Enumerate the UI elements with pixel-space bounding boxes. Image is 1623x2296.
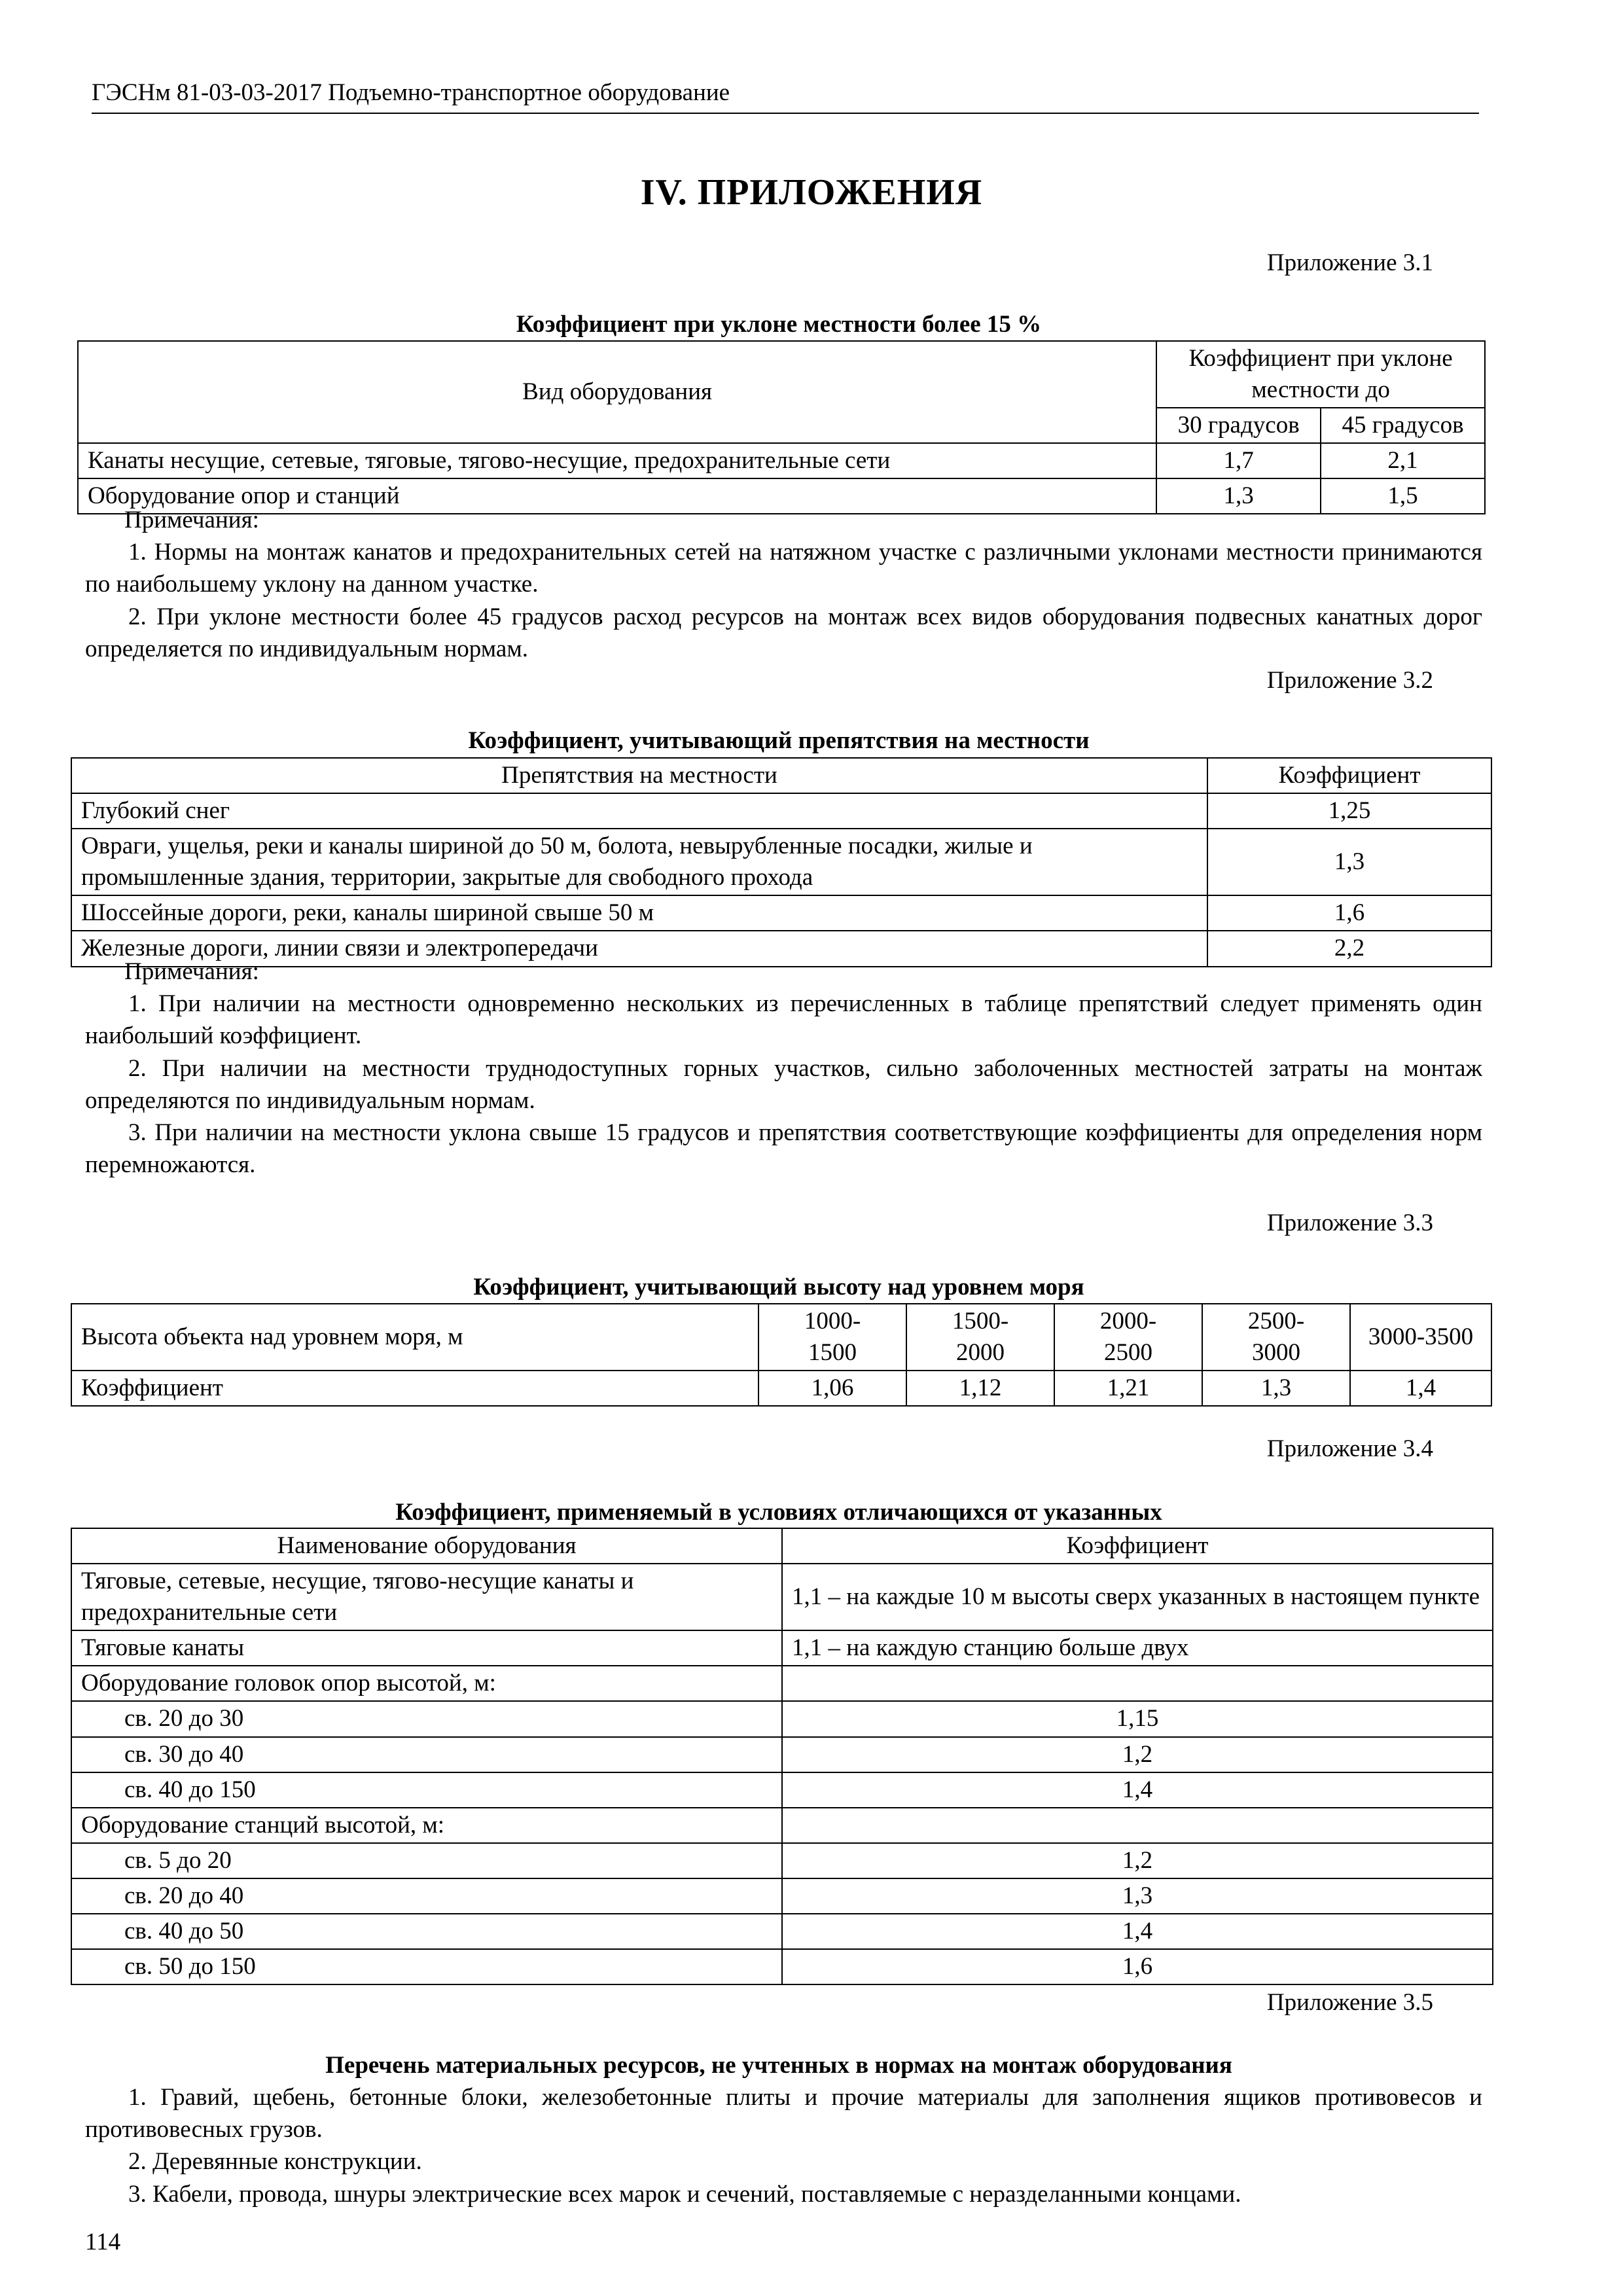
row-coefficient: 1,6 [1207, 895, 1491, 931]
row-coefficient: 1,3 [782, 1878, 1493, 1914]
header-equipment-name: Наименование оборудования [71, 1528, 782, 1564]
appendix-3-3-ref: Приложение 3.3 [1266, 1210, 1433, 1236]
table-row [71, 1772, 1493, 1808]
altitude-range: 2000- 2500 [1054, 1304, 1202, 1371]
note-item: 1. Нормы на монтаж канатов и предохранительных сетей на натяжном участке с различными уклонами местности принимаются по наибольшему уклону на данном участке. [85, 539, 1482, 598]
table-row [78, 443, 1485, 478]
header-30-degrees: 30 градусов [1156, 408, 1321, 443]
appendix-3-1-ref: Приложение 3.1 [1266, 249, 1433, 276]
altitude-label: Высота объекта над уровнем моря, м [71, 1304, 758, 1371]
appendix-3-1-notes [85, 504, 1482, 665]
other-conditions-coefficient-table [71, 1528, 1493, 1985]
list-item: 2. Деревянные конструкции. [128, 2148, 422, 2176]
running-header: ГЭСНм 81-03-03-2017 Подъемно-транспортное оборудование [92, 77, 1479, 114]
row-coefficient: 1,25 [1207, 793, 1491, 829]
appendix-3-2-notes [85, 956, 1482, 1181]
row-name: св. 40 до 150 [71, 1772, 782, 1808]
altitude-coefficient: 1,12 [906, 1371, 1054, 1406]
row-name: Оборудование головок опор высотой, м: [71, 1666, 782, 1701]
table-row [71, 1630, 1493, 1666]
row-name: Канаты несущие, сетевые, тяговые, тягово-несущие, предохранительные сети [78, 443, 1156, 478]
header-equipment-type: Вид оборудования [78, 341, 1156, 443]
notes-title: Примечания: [124, 507, 259, 533]
row-name: Овраги, ущелья, реки и каналы шириной до 50 м, болота, невырубленные посадки, жилые и промышленные здания, территории, закрытые для свободного прохода [71, 829, 1207, 895]
row-coefficient: 1,4 [782, 1914, 1493, 1949]
table-row [71, 1808, 1493, 1843]
section-title: IV. ПРИЛОЖЕНИЯ [640, 172, 983, 213]
table-row [71, 1737, 1493, 1772]
appendix-3-5-caption: Перечень материальных ресурсов, не учтенных в нормах на монтаж оборудования [325, 2052, 1232, 2079]
table-row [71, 1878, 1493, 1914]
row-name: Глубокий снег [71, 793, 1207, 829]
row-name: св. 5 до 20 [71, 1843, 782, 1878]
row-name: св. 20 до 30 [71, 1701, 782, 1736]
row-coefficient: 1,1 – на каждые 10 м высоты сверх указанных в настоящем пункте [782, 1564, 1493, 1630]
row-coefficient: 2,2 [1207, 931, 1491, 966]
header-slope-coefficient: Коэффициент при уклоне местности до [1156, 341, 1485, 408]
table-row [71, 793, 1491, 829]
table-row [71, 1371, 1491, 1406]
altitude-coefficient: 1,21 [1054, 1371, 1202, 1406]
row-coefficient: 1,2 [782, 1737, 1493, 1772]
row-coefficient: 1,4 [782, 1772, 1493, 1808]
appendix-3-1-caption: Коэффициент при уклоне местности более 15 % [516, 311, 1042, 338]
altitude-coefficient: 1,06 [758, 1371, 906, 1406]
row-name: св. 30 до 40 [71, 1737, 782, 1772]
table-row [71, 829, 1491, 895]
note-item: 2. При уклоне местности более 45 градусов расход ресурсов на монтаж всех видов оборудования подвесных канатных дорог определяется по индивидуальным нормам. [85, 603, 1482, 662]
appendix-3-2-caption: Коэффициент, учитывающий препятствия на местности [468, 727, 1090, 754]
note-item: 2. При наличии на местности труднодоступных горных участков, сильно заболоченных местностей затраты на монтаж определяются по индивидуальным нормам. [85, 1054, 1482, 1114]
note-item: 3. При наличии на местности уклона свыше 15 градусов и препятствия соответствующие коэффициенты для определения норм перемножаются. [85, 1119, 1482, 1179]
appendix-3-2-ref: Приложение 3.2 [1266, 667, 1433, 694]
table-row [71, 895, 1491, 931]
row-value-30: 1,7 [1156, 443, 1321, 478]
slope-coefficient-table [77, 340, 1486, 514]
row-coefficient: 1,1 – на каждую станцию больше двух [782, 1630, 1493, 1666]
row-name: Тяговые канаты [71, 1630, 782, 1666]
row-value-45: 2,1 [1321, 443, 1485, 478]
altitude-range: 2500- 3000 [1202, 1304, 1350, 1371]
row-value-30: 1,3 [1156, 478, 1321, 514]
altitude-coefficient: 1,4 [1350, 1371, 1491, 1406]
table-row [71, 1666, 1493, 1701]
appendix-3-3-caption: Коэффициент, учитывающий высоту над уровнем моря [473, 1274, 1084, 1300]
row-name: св. 50 до 150 [71, 1949, 782, 1984]
table-row [71, 1701, 1493, 1736]
row-coefficient [782, 1666, 1493, 1701]
appendix-3-5-list [85, 2081, 1482, 2210]
table-row [71, 1914, 1493, 1949]
row-name: св. 40 до 50 [71, 1914, 782, 1949]
altitude-range: 3000-3500 [1350, 1304, 1491, 1371]
appendix-3-5-ref: Приложение 3.5 [1266, 1989, 1433, 2016]
notes-title: Примечания: [124, 958, 259, 985]
row-coefficient: 1,2 [782, 1843, 1493, 1878]
row-name: Тяговые, сетевые, несущие, тягово-несущие канаты и предохранительные сети [71, 1564, 782, 1630]
note-item: 1. При наличии на местности одновременно нескольких из перечисленных в таблице препятствий следует применять один наибольший коэффициент. [85, 990, 1482, 1050]
row-name: Оборудование станций высотой, м: [71, 1808, 782, 1843]
altitude-range: 1500- 2000 [906, 1304, 1054, 1371]
header-coefficient: Коэффициент [782, 1528, 1493, 1564]
table-row [71, 1949, 1493, 1984]
row-name: св. 20 до 40 [71, 1878, 782, 1914]
appendix-3-4-caption: Коэффициент, применяемый в условиях отличающихся от указанных [395, 1499, 1162, 1526]
row-name: Железные дороги, линии связи и электропередачи [71, 931, 1207, 966]
list-item: 1. Гравий, щебень, бетонные блоки, железобетонные плиты и прочие материалы для заполнения ящиков противовесов и противовесных грузов. [85, 2084, 1482, 2144]
row-coefficient [782, 1808, 1493, 1843]
row-coefficient: 1,3 [1207, 829, 1491, 895]
altitude-coefficient-table [71, 1303, 1492, 1407]
table-row [71, 1564, 1493, 1630]
header-45-degrees: 45 градусов [1321, 408, 1485, 443]
table-row [71, 1843, 1493, 1878]
altitude-range: 1000- 1500 [758, 1304, 906, 1371]
list-item: 3. Кабели, провода, шнуры электрические всех марок и сечений, поставляемые с неразделанными концами. [128, 2180, 1241, 2208]
coefficient-label: Коэффициент [71, 1371, 758, 1406]
row-coefficient: 1,6 [782, 1949, 1493, 1984]
page-number: 114 [85, 2229, 121, 2255]
row-value-45: 1,5 [1321, 478, 1485, 514]
row-name: Оборудование опор и станций [78, 478, 1156, 514]
appendix-3-4-ref: Приложение 3.4 [1266, 1435, 1433, 1462]
row-name: Шоссейные дороги, реки, каналы шириной свыше 50 м [71, 895, 1207, 931]
header-obstacles: Препятствия на местности [71, 758, 1207, 793]
altitude-coefficient: 1,3 [1202, 1371, 1350, 1406]
obstacles-coefficient-table [71, 757, 1492, 967]
row-coefficient: 1,15 [782, 1701, 1493, 1736]
header-coefficient: Коэффициент [1207, 758, 1491, 793]
